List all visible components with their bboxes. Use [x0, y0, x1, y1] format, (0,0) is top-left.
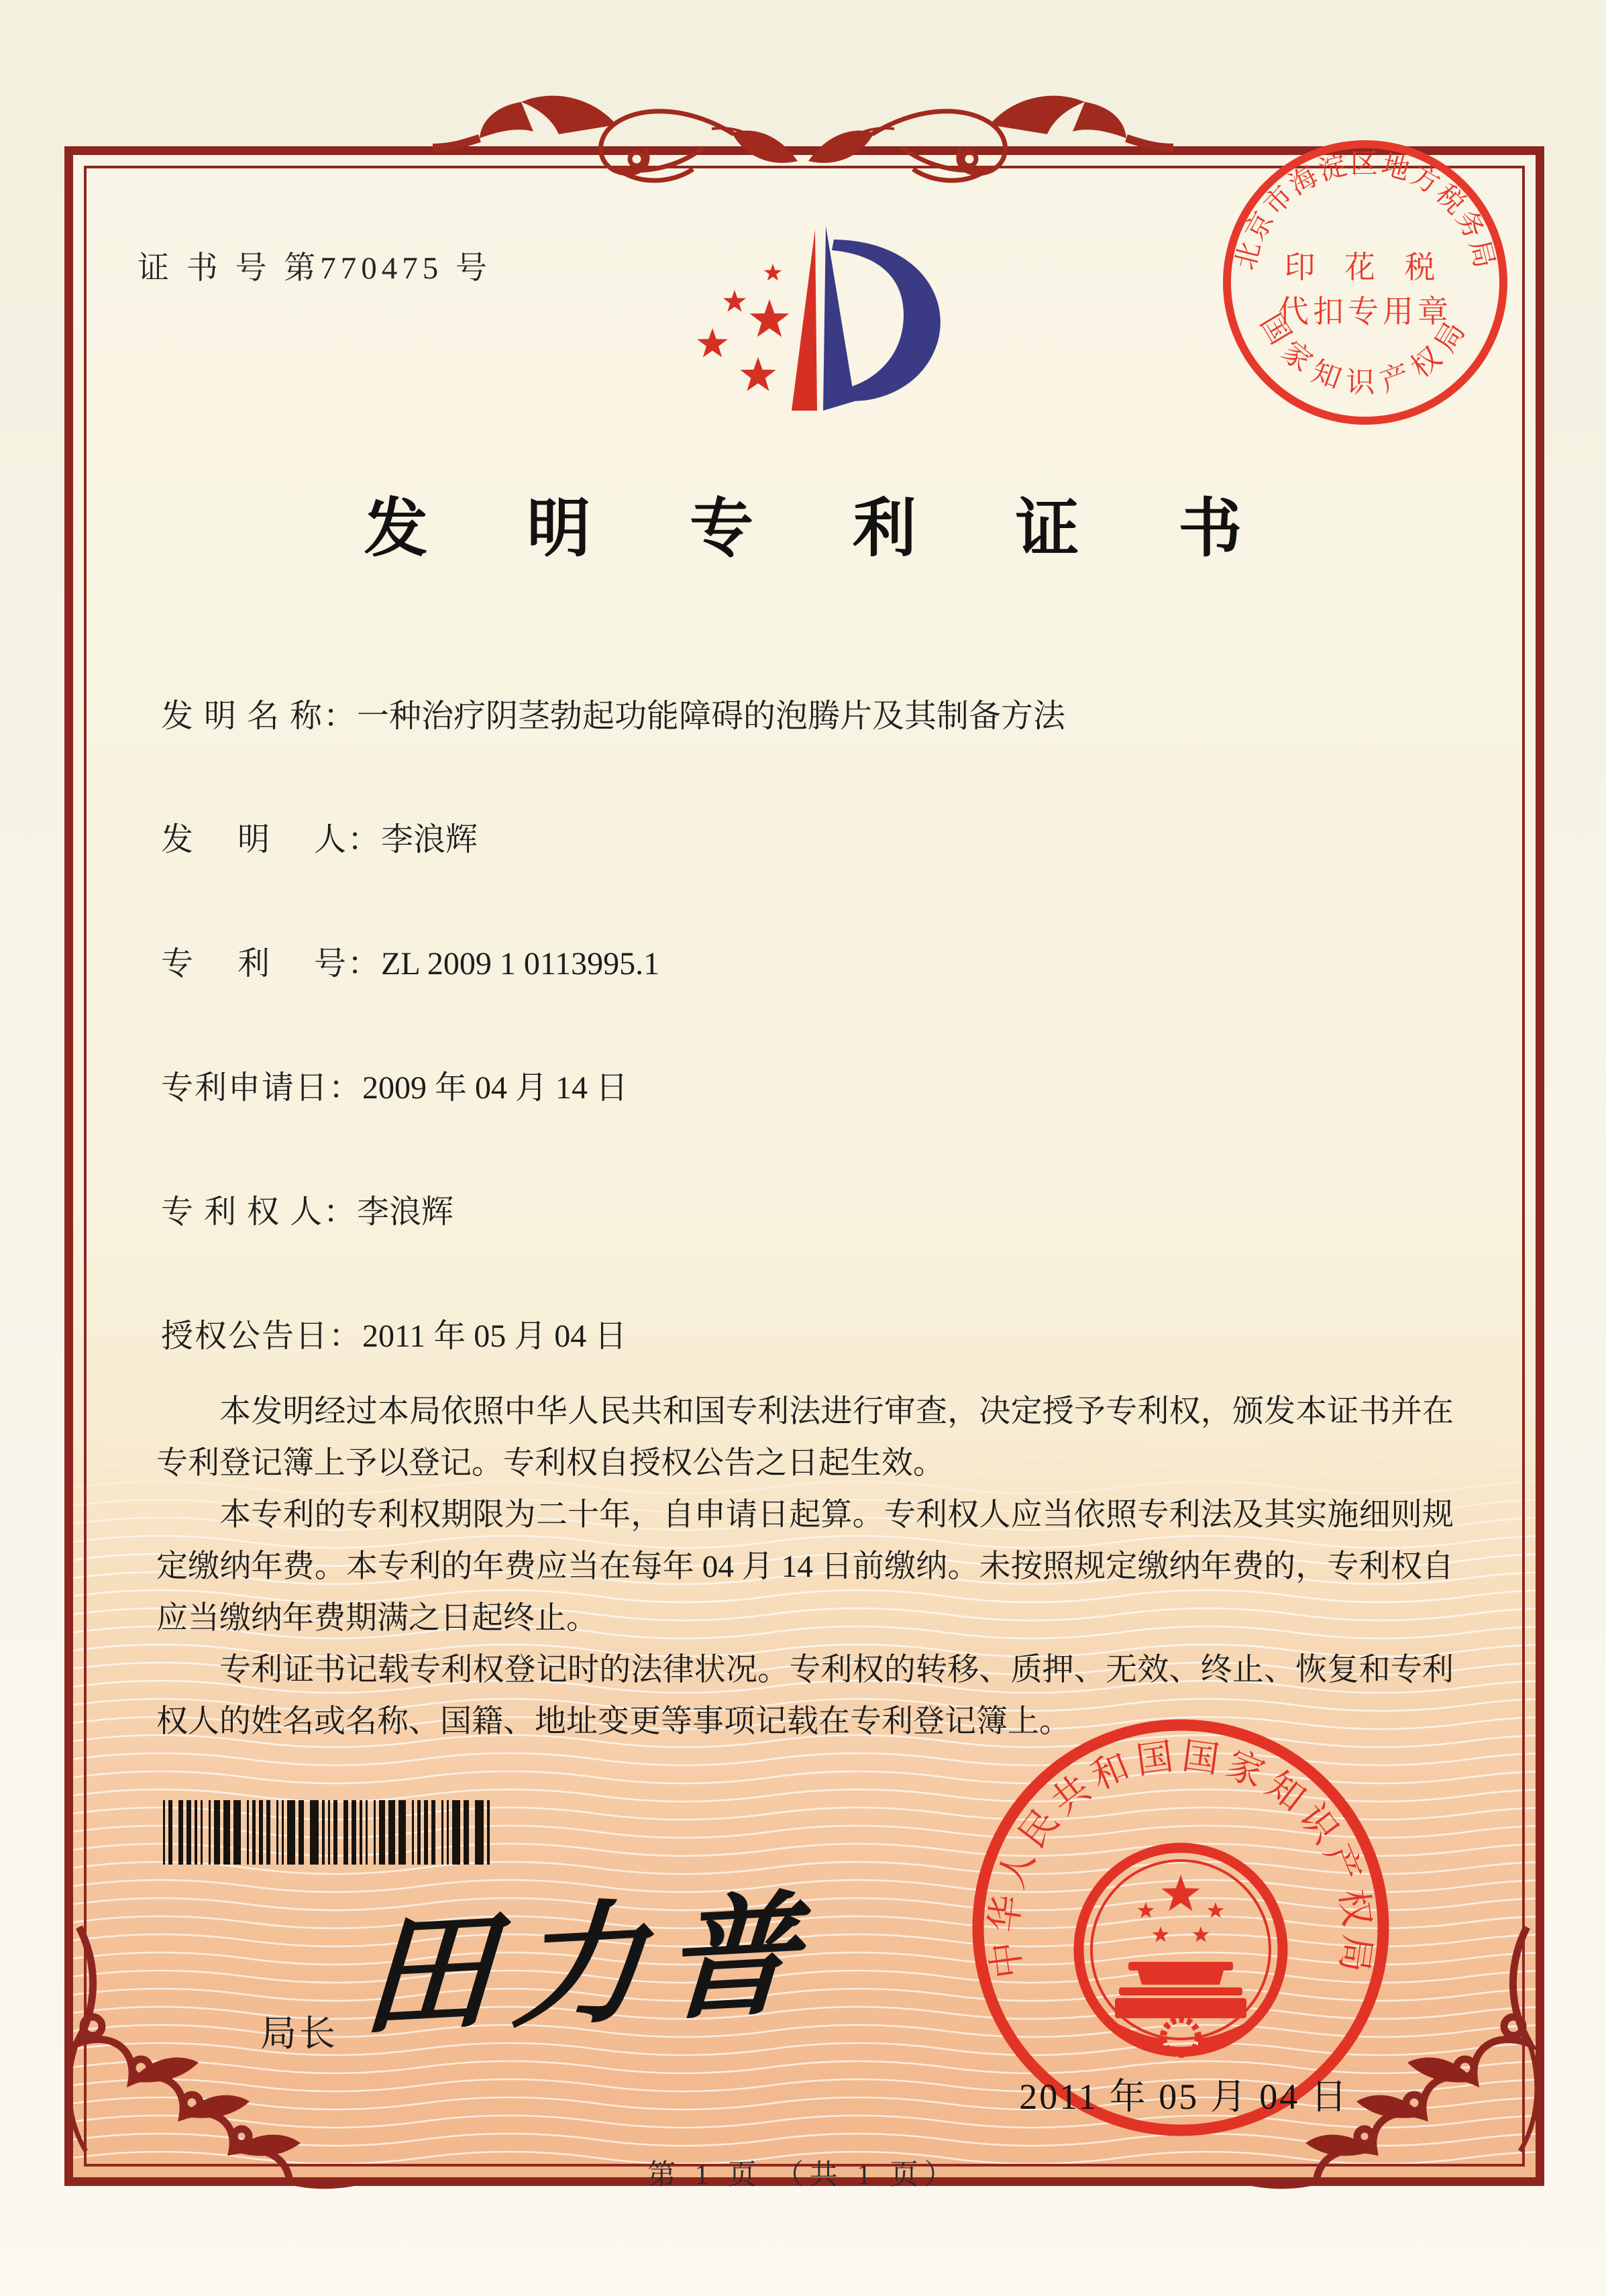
field-grant-date [161, 1310, 627, 1356]
field-label: 专利申请日： [161, 1070, 363, 1106]
field-application-date [161, 1061, 628, 1108]
cnipa-logo [637, 198, 973, 433]
director-signature: 田力普 [358, 1876, 820, 2055]
field-invention-name [161, 690, 1065, 736]
seal-ring-text: 中华人民共和国国家知识产权局 [983, 1735, 1379, 1981]
tax-stamp-arc-bottom: 国家知识产权局 [1254, 309, 1477, 399]
field-patent-number [161, 937, 659, 984]
director-label: 局长 [260, 2014, 338, 2054]
tax-stamp-line2: 代扣专用章 [1278, 295, 1452, 329]
barcode [163, 1800, 700, 1865]
field-label: 专 利 权 人： [161, 1194, 358, 1230]
legal-text [156, 1386, 1454, 1748]
field-value: 2009 年 04 月 14 日 [362, 1070, 629, 1106]
certificate-title: 发 明 专 利 证 书 [364, 493, 1284, 564]
field-value: 2011 年 05 月 04 日 [362, 1318, 627, 1354]
field-patentee [161, 1186, 453, 1232]
page-number: 第 1 页 （共 1 页） [647, 2160, 959, 2191]
field-value: 李浪辉 [357, 1194, 454, 1230]
logo-red-wedge [792, 229, 817, 411]
field-label: 发 明 人： [161, 822, 382, 857]
legal-paragraph-3: 专利证书记载专利权登记时的法律状况。专利权的转移、质押、无效、终止、恢复和专利权人的姓名或名称、国籍、地址变更等事项记载在专利登记簿上。 [156, 1653, 1454, 1739]
tax-stamp-seal [1216, 133, 1515, 432]
dragon-ornament [433, 67, 1173, 208]
seal-date: 2011 年 05 月 04 日 [1019, 2077, 1349, 2117]
logo-stars [697, 264, 789, 391]
logo-letter-p [823, 226, 941, 411]
field-value: 一种治疗阴茎勃起功能障碍的泡腾片及其制备方法 [357, 698, 1066, 734]
field-value: 李浪辉 [381, 822, 478, 857]
national-emblem [1079, 1848, 1283, 2054]
field-value: ZL 2009 1 0113995.1 [381, 946, 660, 982]
legal-paragraph-1: 本发明经过本局依照中华人民共和国专利法进行审查，决定授予专利权，颁发本证书并在专利登记簿上予以登记。专利权自授权公告之日起生效。 [156, 1394, 1454, 1481]
certificate-number: 证 书 号 第770475 号 [138, 251, 492, 286]
field-label: 发 明 名 称： [161, 698, 358, 734]
legal-paragraph-2: 本专利的专利权期限为二十年，自申请日起算。专利权人应当依照专利法及其实施细则规定缴纳年费。本专利的年费应当在每年 04 月 14 日前缴纳。未按照规定缴纳年费的，专利权自应当缴纳年费期满之日起终止。 [156, 1498, 1454, 1636]
tax-stamp-arc-top: 北京市海淀区地方税务局 [1229, 148, 1501, 273]
field-inventor [161, 813, 478, 859]
field-label: 授权公告日： [161, 1318, 363, 1354]
tax-stamp-line1: 印 花 税 [1284, 250, 1446, 284]
field-label: 专 利 号： [161, 946, 382, 982]
